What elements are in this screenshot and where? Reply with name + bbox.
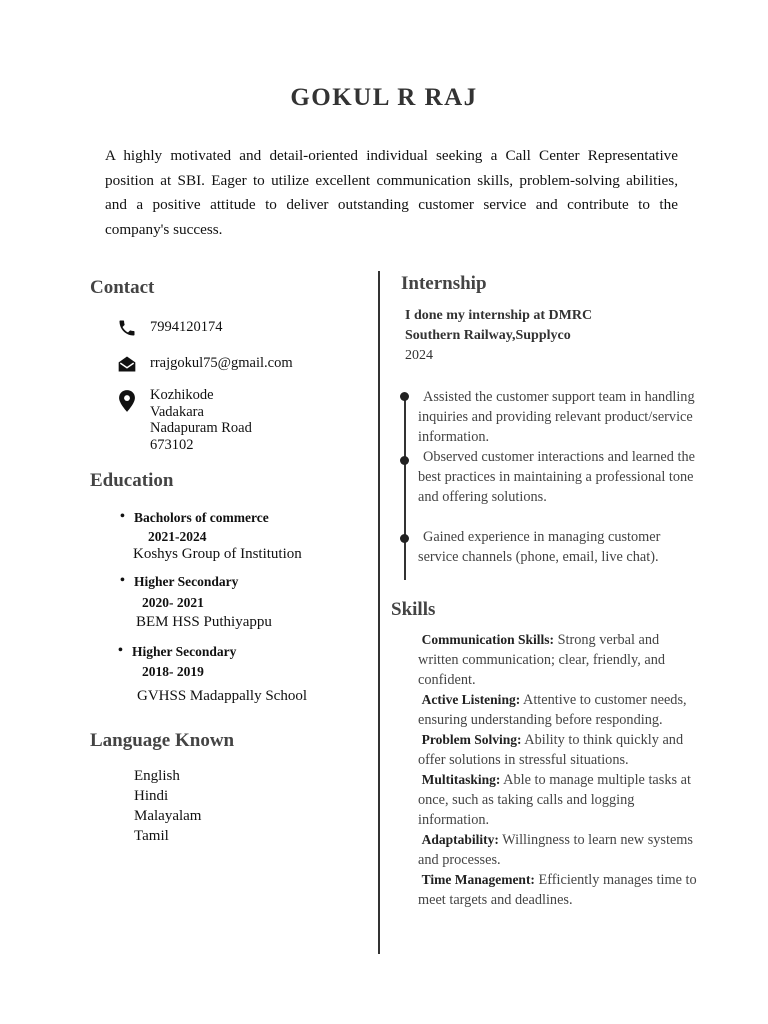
location-pin-icon <box>117 388 137 414</box>
skill-item <box>418 690 703 730</box>
education-heading: Education <box>90 470 174 491</box>
skill-name: Active Listening: <box>421 692 521 707</box>
skill-desc: Strong verbal and written communication; clear, friendly, and confident. <box>418 632 666 688</box>
internship-bullet: Gained experience in managing customer service channels (phone, email, live chat). <box>418 529 661 565</box>
skill-item <box>418 730 703 770</box>
internship-heading: Internship <box>401 273 487 294</box>
column-divider <box>378 271 380 954</box>
education-degree: • Bacholors of commerce <box>134 510 269 526</box>
language-item: Tamil <box>134 828 169 844</box>
timeline-line <box>404 396 406 580</box>
summary-paragraph: A highly motivated and detail-oriented individual seeking a Call Center Representative position at SBI. Eager to utilize excellent communication skills, problem-solving abilities, and a positive attitude to deliver outstanding customer service and contribute to the company's success. <box>105 147 678 238</box>
skill-item <box>418 870 703 910</box>
skill-name: Time Management: <box>421 872 535 887</box>
candidate-name: GOKUL R RAJ <box>290 84 478 111</box>
address-line: Nadapuram Road <box>150 420 252 436</box>
skill-desc: Ability to think quickly and offer solutions in stressful situations. <box>418 732 684 768</box>
skill-item <box>418 830 703 870</box>
internship-bullet: Observed customer interactions and learned the best practices in maintaining a professional tone and offering solutions. <box>418 449 695 505</box>
language-item: Malayalam <box>134 808 202 824</box>
language-item: English <box>134 768 180 784</box>
phone-number: 7994120174 <box>150 319 223 335</box>
language-item: Hindi <box>134 788 169 804</box>
education-school: GVHSS Madappally School <box>137 688 307 704</box>
address-line: Vadakara <box>150 403 204 420</box>
languages-heading: Language Known <box>90 730 235 751</box>
skill-item <box>418 770 703 830</box>
skill-name: Communication Skills: <box>421 632 554 647</box>
education-degree: • Higher Secondary <box>134 574 238 590</box>
education-years: 2021-2024 <box>148 529 207 544</box>
languages-list <box>134 766 201 846</box>
internship-line2: Southern Railway,Supplyco <box>405 328 571 343</box>
internship-details <box>405 306 592 366</box>
phone-icon <box>117 317 137 339</box>
email-address: rrajgokul75@gmail.com <box>150 355 293 371</box>
skill-desc: Willingness to learn new systems and processes. <box>418 832 693 868</box>
skills-heading: Skills <box>391 599 436 620</box>
internship-year: 2024 <box>405 348 433 363</box>
skill-name: Problem Solving: <box>421 732 522 747</box>
timeline-dot <box>400 534 409 543</box>
timeline-dot <box>400 392 409 401</box>
education-years: 2018- 2019 <box>142 664 204 679</box>
skill-item <box>418 630 703 690</box>
address-block <box>150 387 252 453</box>
address-line: Kozhikode <box>150 387 214 403</box>
internship-line1: I done my internship at DMRC <box>405 308 593 323</box>
education-years: 2020- 2021 <box>142 595 204 610</box>
education-school: BEM HSS Puthiyappu <box>136 614 272 630</box>
education-school: Koshys Group of Institution <box>133 546 302 562</box>
skills-list <box>418 630 703 910</box>
skill-desc: Attentive to customer needs, ensuring understanding before responding. <box>418 692 687 728</box>
skill-name: Multitasking: <box>421 772 501 787</box>
skill-desc: Efficiently manages time to meet targets and deadlines. <box>418 872 697 908</box>
education-degree: • Higher Secondary <box>132 644 236 660</box>
address-line: 673102 <box>150 436 194 453</box>
contact-heading: Contact <box>90 277 155 298</box>
email-icon <box>117 353 137 375</box>
timeline-dot <box>400 456 409 465</box>
skill-name: Adaptability: <box>421 832 499 847</box>
internship-bullet: Assisted the customer support team in handling inquiries and providing relevant product/service information. <box>418 389 695 445</box>
skill-desc: Able to manage multiple tasks at once, such as taking calls and logging information. <box>418 772 691 828</box>
